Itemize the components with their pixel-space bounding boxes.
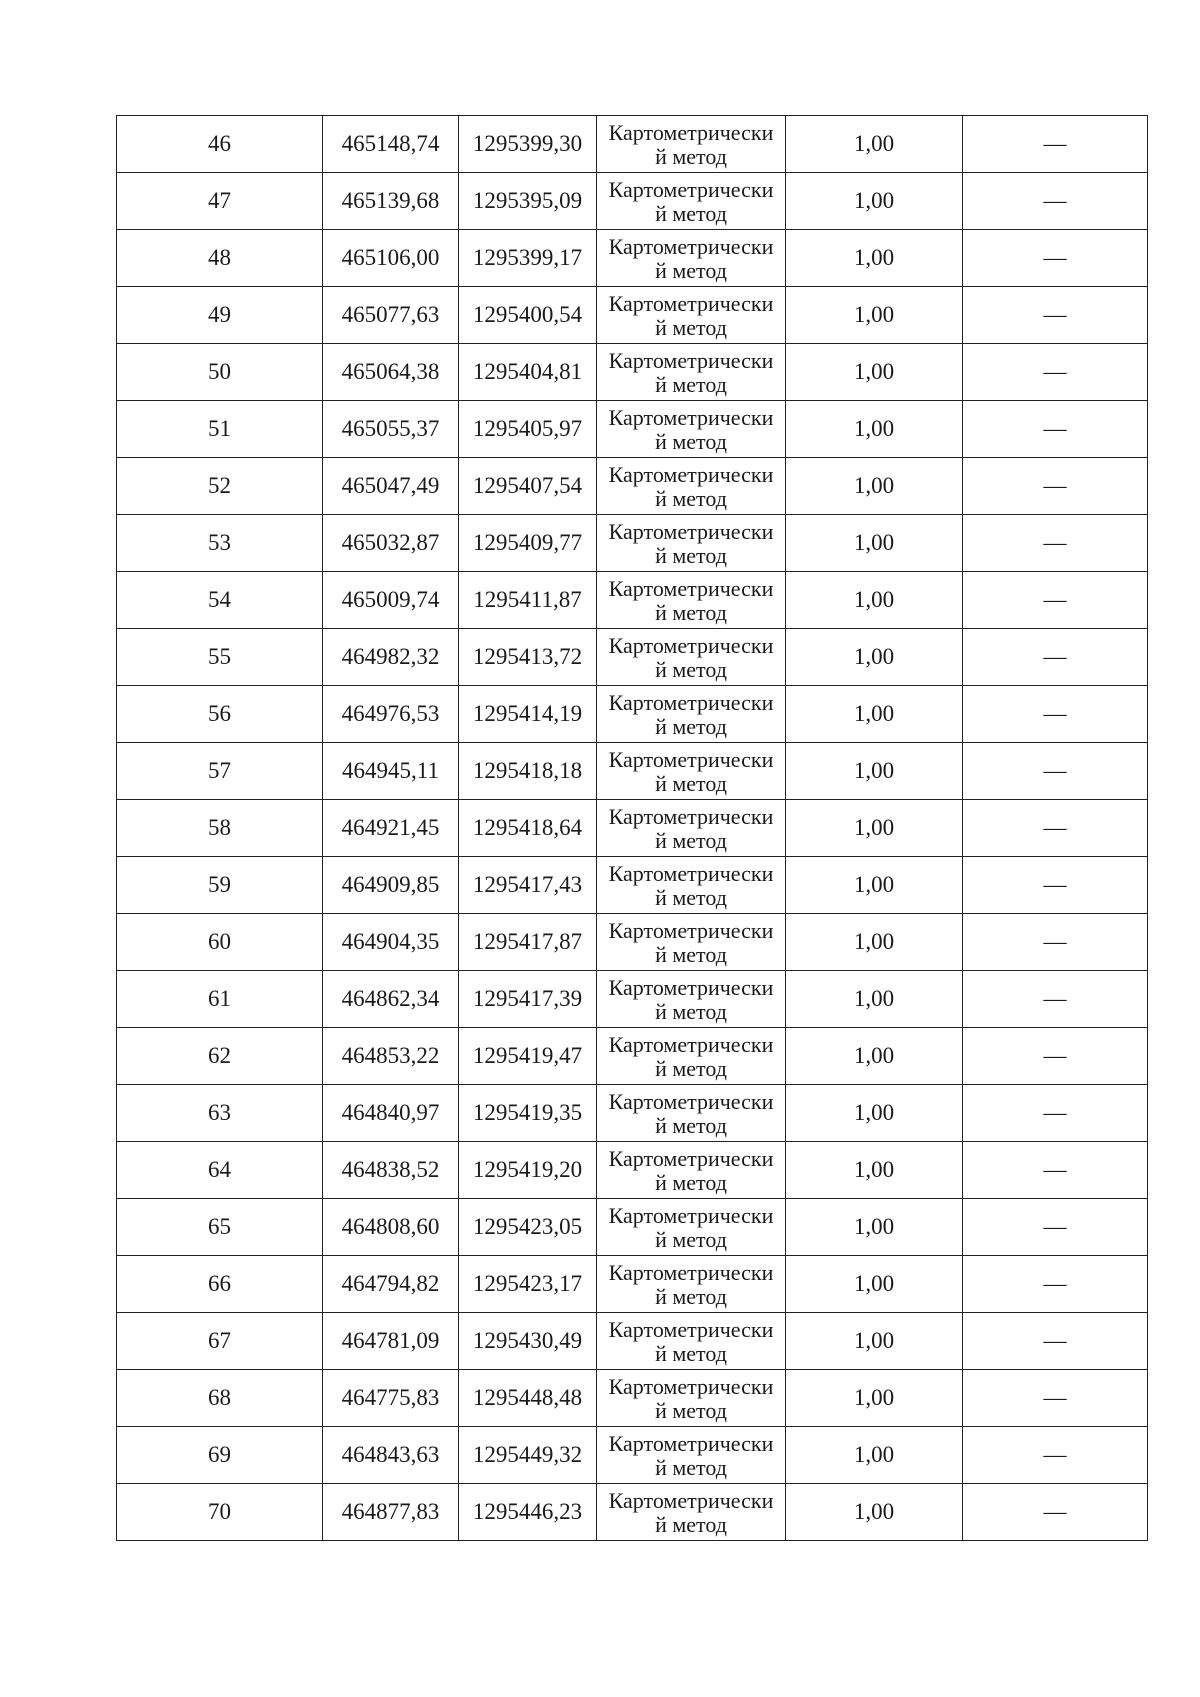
- method-line-2: й метод: [655, 713, 727, 739]
- note-cell: —: [963, 1484, 1148, 1541]
- accuracy-cell: 1,00: [786, 1199, 963, 1256]
- accuracy-cell: 1,00: [786, 1142, 963, 1199]
- method-cell: [597, 743, 786, 800]
- note-cell: —: [963, 1085, 1148, 1142]
- method-line-2: й метод: [655, 884, 727, 910]
- coord-y-cell: 1295423,17: [459, 1256, 597, 1313]
- point-number-cell: 69: [117, 1427, 323, 1484]
- note-cell: —: [963, 743, 1148, 800]
- accuracy-cell: 1,00: [786, 629, 963, 686]
- accuracy-cell: 1,00: [786, 572, 963, 629]
- coord-y-cell: 1295417,87: [459, 914, 597, 971]
- method-cell: [597, 1313, 786, 1370]
- table-row: [117, 458, 1148, 515]
- point-number-cell: 52: [117, 458, 323, 515]
- method-cell: [597, 458, 786, 515]
- coord-y-cell: 1295399,30: [459, 116, 597, 173]
- coord-x-cell: 465148,74: [323, 116, 459, 173]
- coord-y-cell: 1295418,64: [459, 800, 597, 857]
- coord-y-cell: 1295411,87: [459, 572, 597, 629]
- accuracy-cell: 1,00: [786, 1427, 963, 1484]
- coord-y-cell: 1295423,05: [459, 1199, 597, 1256]
- table-row: [117, 1085, 1148, 1142]
- method-line-1: Картометрически: [608, 176, 774, 202]
- note-cell: —: [963, 800, 1148, 857]
- coord-y-cell: 1295419,20: [459, 1142, 597, 1199]
- point-number-cell: 63: [117, 1085, 323, 1142]
- point-number-cell: 60: [117, 914, 323, 971]
- coord-y-cell: 1295413,72: [459, 629, 597, 686]
- coord-x-cell: 465064,38: [323, 344, 459, 401]
- method-line-2: й метод: [655, 1112, 727, 1138]
- coord-y-cell: 1295449,32: [459, 1427, 597, 1484]
- table-row: [117, 344, 1148, 401]
- method-line-2: й метод: [655, 599, 727, 625]
- method-cell: [597, 800, 786, 857]
- coord-x-cell: 464840,97: [323, 1085, 459, 1142]
- accuracy-cell: 1,00: [786, 287, 963, 344]
- point-number-cell: 47: [117, 173, 323, 230]
- point-number-cell: 68: [117, 1370, 323, 1427]
- method-line-2: й метод: [655, 1454, 727, 1480]
- coord-y-cell: 1295409,77: [459, 515, 597, 572]
- note-cell: —: [963, 572, 1148, 629]
- point-number-cell: 53: [117, 515, 323, 572]
- coord-y-cell: 1295404,81: [459, 344, 597, 401]
- coordinates-table: [116, 115, 1148, 1541]
- method-line-1: Картометрически: [608, 632, 774, 658]
- coord-y-cell: 1295407,54: [459, 458, 597, 515]
- table-row: [117, 230, 1148, 287]
- point-number-cell: 46: [117, 116, 323, 173]
- coord-y-cell: 1295395,09: [459, 173, 597, 230]
- note-cell: —: [963, 173, 1148, 230]
- coord-x-cell: 464982,32: [323, 629, 459, 686]
- note-cell: —: [963, 458, 1148, 515]
- coord-x-cell: 465032,87: [323, 515, 459, 572]
- note-cell: —: [963, 1256, 1148, 1313]
- point-number-cell: 51: [117, 401, 323, 458]
- method-line-2: й метод: [655, 941, 727, 967]
- accuracy-cell: 1,00: [786, 857, 963, 914]
- method-cell: [597, 1142, 786, 1199]
- method-line-1: Картометрически: [608, 290, 774, 316]
- point-number-cell: 66: [117, 1256, 323, 1313]
- table-row: [117, 629, 1148, 686]
- method-line-2: й метод: [655, 257, 727, 283]
- note-cell: —: [963, 1028, 1148, 1085]
- method-line-2: й метод: [655, 1055, 727, 1081]
- note-cell: —: [963, 629, 1148, 686]
- coord-y-cell: 1295446,23: [459, 1484, 597, 1541]
- table-row: [117, 515, 1148, 572]
- table-row: [117, 1142, 1148, 1199]
- coord-x-cell: 465077,63: [323, 287, 459, 344]
- method-line-1: Картометрически: [608, 860, 774, 886]
- accuracy-cell: 1,00: [786, 458, 963, 515]
- method-line-2: й метод: [655, 371, 727, 397]
- accuracy-cell: 1,00: [786, 1256, 963, 1313]
- note-cell: —: [963, 686, 1148, 743]
- method-cell: [597, 116, 786, 173]
- accuracy-cell: 1,00: [786, 914, 963, 971]
- method-line-1: Картометрически: [608, 1373, 774, 1399]
- method-line-2: й метод: [655, 827, 727, 853]
- method-cell: [597, 1256, 786, 1313]
- method-cell: [597, 1427, 786, 1484]
- method-line-1: Картометрически: [608, 1145, 774, 1171]
- note-cell: —: [963, 1313, 1148, 1370]
- method-line-2: й метод: [655, 1283, 727, 1309]
- accuracy-cell: 1,00: [786, 230, 963, 287]
- coord-y-cell: 1295400,54: [459, 287, 597, 344]
- table-row: [117, 287, 1148, 344]
- coord-x-cell: 464904,35: [323, 914, 459, 971]
- accuracy-cell: 1,00: [786, 971, 963, 1028]
- accuracy-cell: 1,00: [786, 515, 963, 572]
- method-line-2: й метод: [655, 1169, 727, 1195]
- method-line-2: й метод: [655, 428, 727, 454]
- table-row: [117, 971, 1148, 1028]
- method-line-2: й метод: [655, 200, 727, 226]
- point-number-cell: 70: [117, 1484, 323, 1541]
- note-cell: —: [963, 515, 1148, 572]
- note-cell: —: [963, 287, 1148, 344]
- coord-x-cell: 464808,60: [323, 1199, 459, 1256]
- accuracy-cell: 1,00: [786, 116, 963, 173]
- method-line-1: Картометрически: [608, 1202, 774, 1228]
- method-cell: [597, 515, 786, 572]
- point-number-cell: 55: [117, 629, 323, 686]
- coord-y-cell: 1295399,17: [459, 230, 597, 287]
- method-line-1: Картометрически: [608, 404, 774, 430]
- method-line-1: Картометрически: [608, 803, 774, 829]
- method-line-1: Картометрически: [608, 1031, 774, 1057]
- accuracy-cell: 1,00: [786, 800, 963, 857]
- coord-x-cell: 465047,49: [323, 458, 459, 515]
- coord-x-cell: 464781,09: [323, 1313, 459, 1370]
- method-line-1: Картометрически: [608, 518, 774, 544]
- point-number-cell: 58: [117, 800, 323, 857]
- point-number-cell: 61: [117, 971, 323, 1028]
- table-row: [117, 1313, 1148, 1370]
- note-cell: —: [963, 1199, 1148, 1256]
- point-number-cell: 56: [117, 686, 323, 743]
- method-cell: [597, 401, 786, 458]
- point-number-cell: 59: [117, 857, 323, 914]
- accuracy-cell: 1,00: [786, 1085, 963, 1142]
- method-line-1: Картометрически: [608, 1430, 774, 1456]
- point-number-cell: 57: [117, 743, 323, 800]
- method-line-1: Картометрически: [608, 575, 774, 601]
- accuracy-cell: 1,00: [786, 686, 963, 743]
- note-cell: —: [963, 857, 1148, 914]
- table-row: [117, 1028, 1148, 1085]
- method-cell: [597, 344, 786, 401]
- method-line-2: й метод: [655, 1397, 727, 1423]
- method-cell: [597, 173, 786, 230]
- coord-y-cell: 1295405,97: [459, 401, 597, 458]
- method-line-1: Картометрически: [608, 917, 774, 943]
- method-line-1: Картометрически: [608, 974, 774, 1000]
- accuracy-cell: 1,00: [786, 173, 963, 230]
- method-cell: [597, 1085, 786, 1142]
- method-line-2: й метод: [655, 770, 727, 796]
- coord-x-cell: 464838,52: [323, 1142, 459, 1199]
- table-row: [117, 857, 1148, 914]
- coord-x-cell: 464862,34: [323, 971, 459, 1028]
- method-line-1: Картометрически: [608, 1259, 774, 1285]
- note-cell: —: [963, 1370, 1148, 1427]
- method-line-1: Картометрически: [608, 1316, 774, 1342]
- table-body: [117, 116, 1148, 1541]
- table-row: [117, 1484, 1148, 1541]
- method-cell: [597, 971, 786, 1028]
- note-cell: —: [963, 344, 1148, 401]
- coord-y-cell: 1295419,47: [459, 1028, 597, 1085]
- method-line-1: Картометрически: [608, 1088, 774, 1114]
- table-row: [117, 800, 1148, 857]
- coord-x-cell: 464976,53: [323, 686, 459, 743]
- coord-x-cell: 464877,83: [323, 1484, 459, 1541]
- coord-x-cell: 464853,22: [323, 1028, 459, 1085]
- point-number-cell: 65: [117, 1199, 323, 1256]
- table-row: [117, 401, 1148, 458]
- point-number-cell: 49: [117, 287, 323, 344]
- method-cell: [597, 572, 786, 629]
- accuracy-cell: 1,00: [786, 1484, 963, 1541]
- method-line-2: й метод: [655, 998, 727, 1024]
- method-line-2: й метод: [655, 542, 727, 568]
- table-row: [117, 914, 1148, 971]
- method-cell: [597, 1370, 786, 1427]
- table-row: [117, 1427, 1148, 1484]
- table-row: [117, 1199, 1148, 1256]
- method-cell: [597, 914, 786, 971]
- table-row: [117, 1256, 1148, 1313]
- method-cell: [597, 1028, 786, 1085]
- method-cell: [597, 857, 786, 914]
- method-line-2: й метод: [655, 485, 727, 511]
- note-cell: —: [963, 971, 1148, 1028]
- method-line-1: Картометрически: [608, 1487, 774, 1513]
- coord-y-cell: 1295418,18: [459, 743, 597, 800]
- point-number-cell: 54: [117, 572, 323, 629]
- accuracy-cell: 1,00: [786, 1313, 963, 1370]
- method-line-1: Картометрически: [608, 746, 774, 772]
- accuracy-cell: 1,00: [786, 743, 963, 800]
- method-cell: [597, 1199, 786, 1256]
- coord-x-cell: 464945,11: [323, 743, 459, 800]
- coord-x-cell: 465106,00: [323, 230, 459, 287]
- point-number-cell: 48: [117, 230, 323, 287]
- method-line-2: й метод: [655, 1511, 727, 1537]
- accuracy-cell: 1,00: [786, 344, 963, 401]
- note-cell: —: [963, 914, 1148, 971]
- method-line-2: й метод: [655, 656, 727, 682]
- method-line-2: й метод: [655, 143, 727, 169]
- coord-y-cell: 1295414,19: [459, 686, 597, 743]
- coord-x-cell: 464921,45: [323, 800, 459, 857]
- table-row: [117, 743, 1148, 800]
- table-row: [117, 116, 1148, 173]
- coord-y-cell: 1295417,39: [459, 971, 597, 1028]
- method-line-1: Картометрически: [608, 461, 774, 487]
- note-cell: —: [963, 1427, 1148, 1484]
- coord-y-cell: 1295417,43: [459, 857, 597, 914]
- note-cell: —: [963, 401, 1148, 458]
- note-cell: —: [963, 116, 1148, 173]
- note-cell: —: [963, 1142, 1148, 1199]
- table-row: [117, 686, 1148, 743]
- point-number-cell: 50: [117, 344, 323, 401]
- point-number-cell: 67: [117, 1313, 323, 1370]
- coord-x-cell: 464909,85: [323, 857, 459, 914]
- coord-x-cell: 464794,82: [323, 1256, 459, 1313]
- method-cell: [597, 1484, 786, 1541]
- method-line-1: Картометрически: [608, 347, 774, 373]
- coord-x-cell: 464775,83: [323, 1370, 459, 1427]
- method-cell: [597, 230, 786, 287]
- accuracy-cell: 1,00: [786, 1370, 963, 1427]
- coord-y-cell: 1295419,35: [459, 1085, 597, 1142]
- table-row: [117, 1370, 1148, 1427]
- coord-y-cell: 1295448,48: [459, 1370, 597, 1427]
- method-line-2: й метод: [655, 1340, 727, 1366]
- table-row: [117, 572, 1148, 629]
- point-number-cell: 62: [117, 1028, 323, 1085]
- coord-x-cell: 465139,68: [323, 173, 459, 230]
- method-cell: [597, 686, 786, 743]
- method-line-2: й метод: [655, 314, 727, 340]
- method-cell: [597, 629, 786, 686]
- method-line-2: й метод: [655, 1226, 727, 1252]
- point-number-cell: 64: [117, 1142, 323, 1199]
- method-cell: [597, 287, 786, 344]
- method-line-1: Картометрически: [608, 689, 774, 715]
- note-cell: —: [963, 230, 1148, 287]
- coord-y-cell: 1295430,49: [459, 1313, 597, 1370]
- coord-x-cell: 465055,37: [323, 401, 459, 458]
- method-line-1: Картометрически: [608, 119, 774, 145]
- table-row: [117, 173, 1148, 230]
- method-line-1: Картометрически: [608, 233, 774, 259]
- coord-x-cell: 465009,74: [323, 572, 459, 629]
- coord-x-cell: 464843,63: [323, 1427, 459, 1484]
- accuracy-cell: 1,00: [786, 401, 963, 458]
- accuracy-cell: 1,00: [786, 1028, 963, 1085]
